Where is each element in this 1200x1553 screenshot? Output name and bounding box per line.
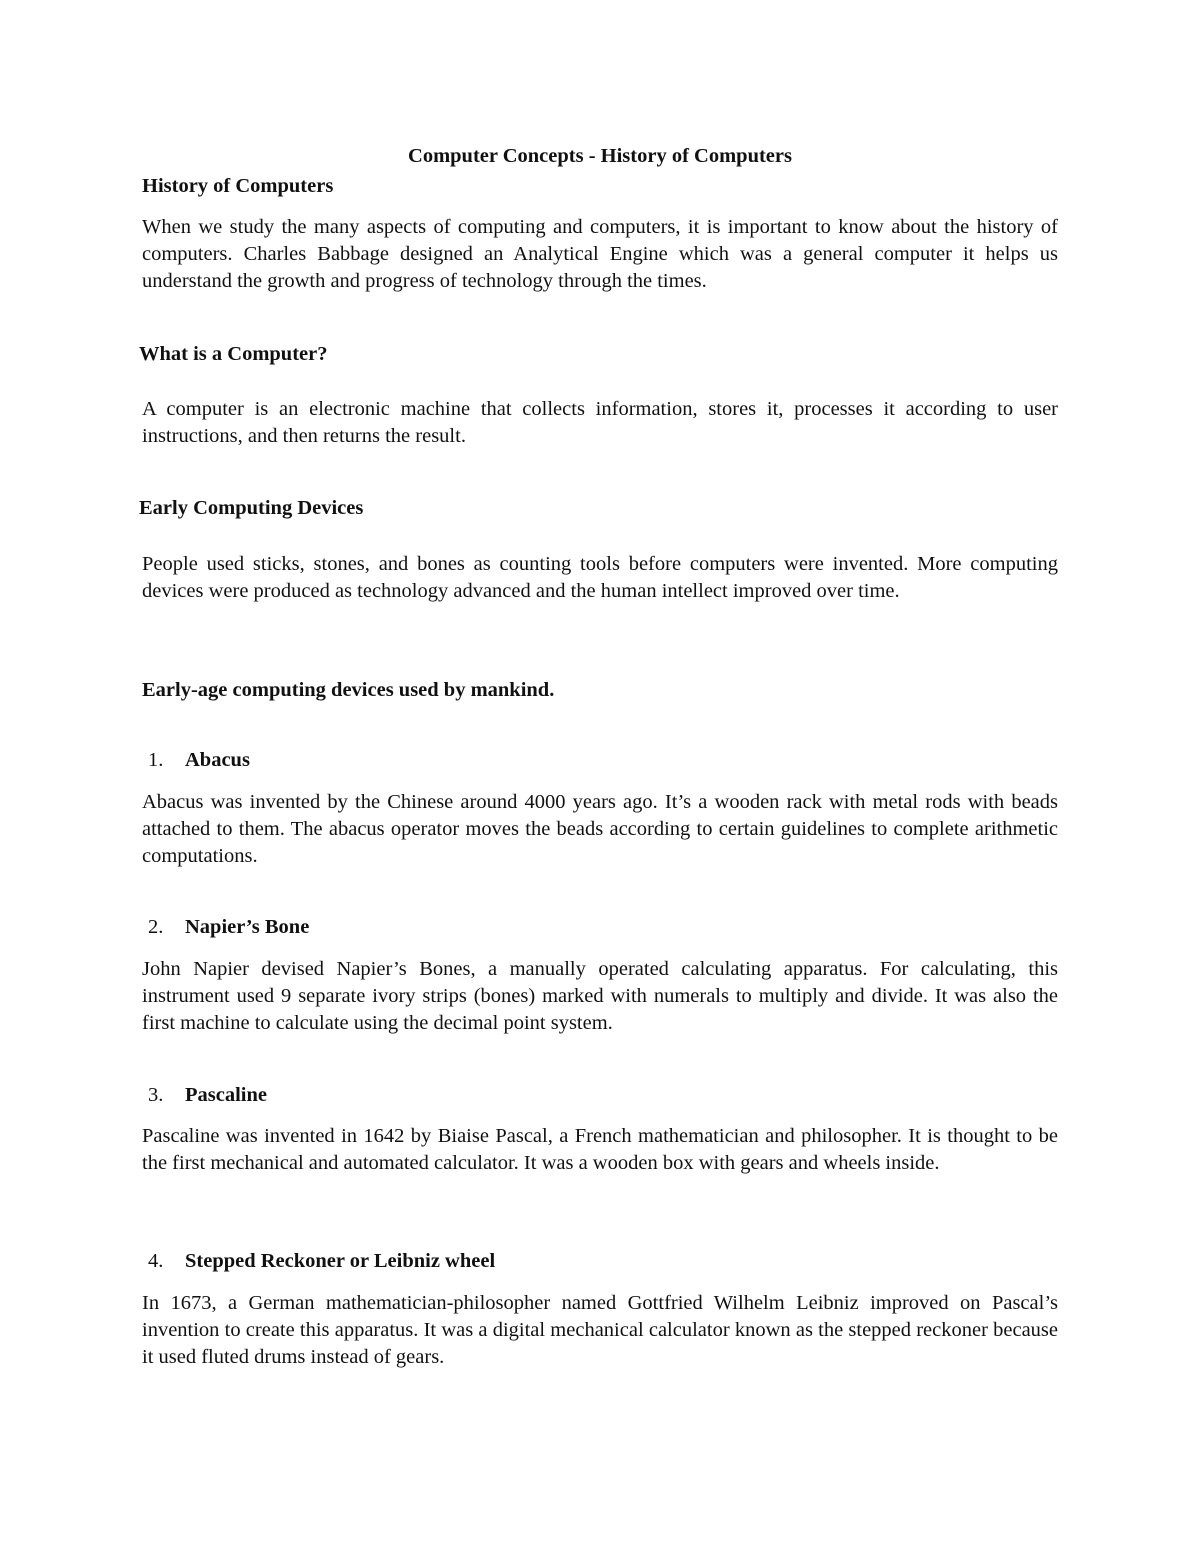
section-body-early-computing-devices: People used sticks, stones, and bones as counting tools before computers were invented. More computing devices were produced as technology advanced and the human intellect improved over time.	[142, 553, 1058, 602]
device-name: Napier’s Bone	[185, 916, 310, 938]
intro-paragraph: When we study the many aspects of computing and computers, it is important to know about the history of computers. Charles Babbage designed an Analytical Engine which was a general computer it helps us understand the growth and progress of technology through the times.	[142, 216, 1058, 292]
device-name: Stepped Reckoner or Leibniz wheel	[185, 1250, 496, 1272]
list-number: 4.	[148, 1250, 164, 1272]
device-heading-pascaline	[148, 1082, 267, 1109]
device-name: Pascaline	[185, 1084, 267, 1106]
list-number: 2.	[148, 916, 164, 938]
document-title: Computer Concepts - History of Computers	[408, 145, 792, 167]
device-name: Abacus	[185, 749, 250, 771]
device-body-pascaline: Pascaline was invented in 1642 by Biaise Pascal, a French mathematician and philosopher. It is thought to be the first mechanical and automated calculator. It was a wooden box with gears and wheels inside.	[142, 1125, 1058, 1174]
list-number: 1.	[148, 749, 164, 771]
device-heading-napiers-bone	[148, 914, 309, 941]
section-heading-what-is-computer: What is a Computer?	[139, 343, 328, 365]
device-body-abacus: Abacus was invented by the Chinese around 4000 years ago. It’s a wooden rack with metal rods with beads attached to them. The abacus operator moves the beads according to certain guidelines to complete arithmetic computations.	[142, 791, 1058, 867]
section-body-what-is-computer: A computer is an electronic machine that collects information, stores it, processes it according to user instructions, and then returns the result.	[142, 398, 1058, 447]
document-subtitle: History of Computers	[142, 175, 334, 197]
device-heading-abacus	[148, 747, 250, 774]
device-body-napiers-bone: John Napier devised Napier’s Bones, a manually operated calculating apparatus. For calculating, this instrument used 9 separate ivory strips (bones) marked with numerals to multiply and divide. It was also the first machine to calculate using the decimal point system.	[142, 958, 1058, 1034]
list-number: 3.	[148, 1084, 164, 1106]
section-heading-early-computing-devices: Early Computing Devices	[139, 497, 364, 519]
section-heading-early-age-devices: Early-age computing devices used by mankind.	[142, 679, 555, 701]
device-body-stepped-reckoner: In 1673, a German mathematician-philosopher named Gottfried Wilhelm Leibniz improved on Pascal’s invention to create this apparatus. It was a digital mechanical calculator known as the stepped reckoner because it used fluted drums instead of gears.	[142, 1292, 1058, 1368]
device-heading-stepped-reckoner	[148, 1248, 495, 1275]
